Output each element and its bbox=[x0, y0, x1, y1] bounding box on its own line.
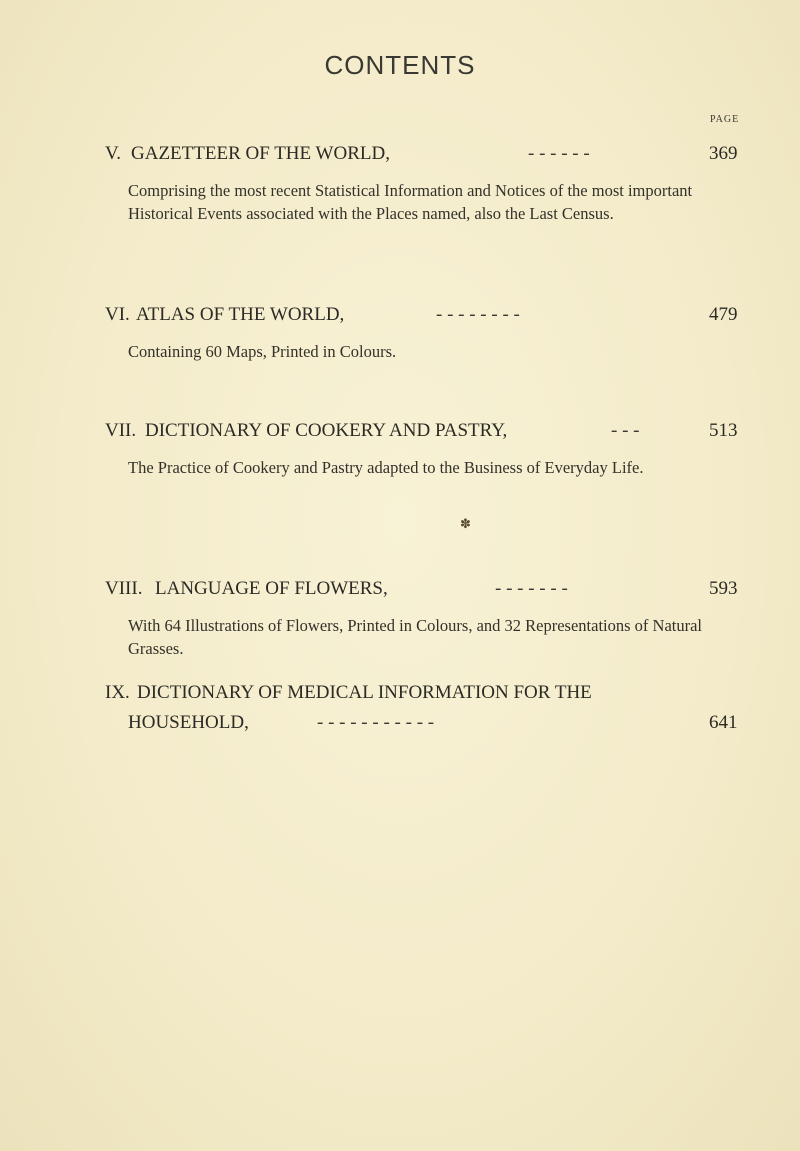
dot-leader: - - - - - - - - - - - bbox=[317, 712, 435, 733]
dot-leader: - - - - - - bbox=[528, 143, 590, 164]
entry-description: Containing 60 Maps, Printed in Colours. bbox=[128, 342, 397, 361]
entry-description: With 64 Illustrations of Flowers, Printed in Colours, and 32 Representations of Natural Grasses. bbox=[128, 616, 703, 658]
toc-entry-flowers bbox=[0, 578, 800, 658]
toc-entry-medical bbox=[0, 682, 800, 742]
entry-page-number: 513 bbox=[709, 420, 738, 441]
entry-description: The Practice of Cookery and Pastry adapted to the Business of Everyday Life. bbox=[128, 458, 644, 477]
printer-mark-icon: ✽ bbox=[460, 516, 471, 531]
entry-page-number: 641 bbox=[709, 712, 738, 733]
entry-numeral: IX. bbox=[105, 682, 130, 703]
entry-page-number: 479 bbox=[709, 304, 738, 325]
dot-leader: - - - - - - - bbox=[495, 578, 568, 599]
entry-numeral: V. bbox=[105, 143, 122, 164]
entry-numeral: VII. bbox=[105, 420, 137, 441]
entry-description: Comprising the most recent Statistical Information and Notices of the most important Historical Events associated with the Places named, also the Last Census. bbox=[128, 181, 693, 223]
page-column-label: PAGE bbox=[710, 114, 740, 125]
page-title: CONTENTS bbox=[324, 50, 476, 80]
entry-heading: DICTIONARY OF MEDICAL INFORMATION FOR THE bbox=[137, 682, 592, 703]
entry-numeral: VI. bbox=[105, 304, 130, 325]
entry-heading-continued: HOUSEHOLD, bbox=[128, 712, 249, 733]
toc-entry-gazetteer bbox=[0, 143, 800, 223]
entry-numeral: VIII. bbox=[105, 578, 143, 599]
entry-heading: GAZETTEER OF THE WORLD, bbox=[131, 143, 390, 164]
entry-heading: ATLAS OF THE WORLD, bbox=[136, 304, 345, 325]
entry-page-number: 593 bbox=[709, 578, 738, 599]
entry-heading: LANGUAGE OF FLOWERS, bbox=[155, 578, 388, 599]
toc-entry-atlas bbox=[0, 304, 800, 361]
dot-leader: - - - - - - - - bbox=[436, 304, 520, 325]
entry-page-number: 369 bbox=[709, 143, 738, 164]
toc-entry-cookery bbox=[0, 420, 800, 477]
entry-heading: DICTIONARY OF COOKERY AND PASTRY, bbox=[145, 420, 508, 441]
dot-leader: - - - bbox=[611, 420, 640, 441]
